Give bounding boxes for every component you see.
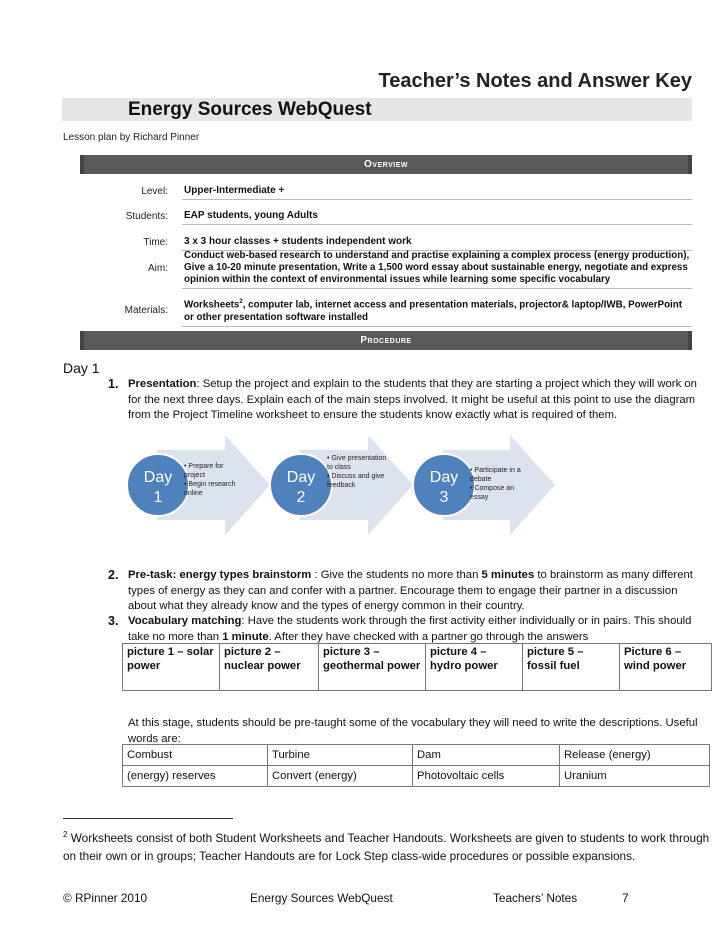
item-text: . After they have checked with a partner go through the answers: [268, 630, 589, 643]
row-label: Students:: [125, 210, 168, 222]
vocab-cell: (energy) reserves: [123, 766, 268, 787]
procedure-header: Procedure: [80, 331, 692, 350]
row-label: Level:: [141, 185, 168, 197]
item-number: 3.: [108, 614, 119, 628]
day-number: 1: [153, 489, 163, 506]
bullet: • Compose an essay: [470, 485, 515, 501]
footer-copyright: © RPinner 2010: [63, 891, 148, 905]
procedure-item-3: [108, 614, 708, 645]
page-title: Teacher’s Notes and Answer Key: [378, 70, 692, 92]
vocab-cell: Combust: [123, 745, 268, 766]
row-label: Materials:: [124, 305, 168, 317]
row-value: Conduct web-based research to understand and practise explaining a complex process (energy production), Give a 10-20 minute presentation, Write a 1,500 word essay about sustainable energy, negotiate and express opinion within the context of environmental issues while learning some specific vocabulary: [182, 248, 692, 289]
day-number: 2: [296, 489, 306, 506]
day-label: Day: [429, 469, 459, 486]
row-value: 3 x 3 hour classes + students independent work: [182, 233, 692, 251]
item-text: : Setup the project and explain to the students that they are starting a project which they will work on for the next three days. Explain each of the main steps involved. It might be useful at this point to use the diagram from the Project Timeline worksheet to ensure the students know exactly what is required of them.: [128, 378, 697, 421]
bullet: • Discuss and give feedback: [327, 473, 385, 489]
vocab-cell: Convert (energy): [268, 766, 413, 787]
day-label: Day: [143, 469, 173, 486]
answer-cell: picture 3 – geothermal power: [319, 644, 426, 691]
answer-cell: Picture 6 – wind power: [620, 644, 712, 691]
vocab-cell: Uranium: [560, 766, 710, 787]
overview-row-students: [100, 207, 692, 225]
day-number: 3: [439, 489, 449, 506]
overview-header: Overview: [80, 155, 692, 174]
day-heading: Day 1: [63, 360, 100, 376]
bullet: • Prepare for project: [184, 463, 224, 479]
day-label: Day: [286, 469, 316, 486]
item-text: : Have the students work through the first activity either individually or in pairs. This should take no more than: [128, 615, 692, 643]
lesson-title: Energy Sources WebQuest: [128, 99, 372, 120]
page-number: 7: [622, 891, 629, 905]
vocab-cell: Turbine: [268, 745, 413, 766]
materials-text: Worksheets: [184, 299, 240, 311]
item-emphasis: 1 minute: [222, 630, 269, 643]
footnote: [63, 826, 723, 865]
footnote-divider: [63, 818, 233, 819]
answer-key-table: [122, 643, 712, 691]
row-value: Upper-Intermediate +: [182, 182, 692, 200]
byline: Lesson plan by Richard Pinner: [63, 132, 200, 143]
item-text: : Give the students no more than: [311, 569, 482, 581]
procedure-item-1: [108, 377, 708, 424]
item-number: 2.: [108, 568, 119, 582]
row-value: [182, 294, 692, 327]
table-row: [123, 745, 710, 766]
footer-section: Teachers’ Notes: [493, 891, 578, 905]
step-3-bullets: [470, 466, 530, 502]
row-label: Time:: [143, 236, 168, 248]
item-text: to brainstorm as many different types of energy as they can and confer with a partner. Encourage them to engage their partner in a discussion about what they already know and the types of energy common in their country.: [128, 569, 693, 612]
row-value: EAP students, young Adults: [182, 207, 692, 225]
item-emphasis: 5 minutes: [481, 569, 535, 581]
overview-row-aim: [100, 248, 692, 289]
step-1-bullets: [184, 462, 246, 498]
vocab-cell: Photovoltaic cells: [413, 766, 560, 787]
answer-cell: picture 1 – solar power: [123, 644, 220, 691]
overview-row-materials: [100, 294, 692, 327]
footnote-text: Worksheets consist of both Student Worksheets and Teacher Handouts. Worksheets are given to students to work through on their own or in groups; Teacher Handouts are for Lock Step class-wide procedures or possible expansions.: [63, 830, 710, 863]
table-row: [123, 766, 710, 787]
title-band: [62, 98, 692, 121]
answer-cell: picture 4 – hydro power: [426, 644, 523, 691]
vocab-cell: Release (energy): [560, 745, 710, 766]
row-label: Aim:: [148, 263, 168, 274]
item-title: Presentation: [128, 378, 197, 390]
item-number: 1.: [108, 377, 119, 391]
answer-cell: picture 5 – fossil fuel: [523, 644, 620, 691]
procedure-item-2: [108, 568, 708, 615]
table-row: [123, 644, 712, 691]
stage-text: At this stage, students should be pre-taught some of the vocabulary they will need to write the descriptions. Useful words are:: [128, 717, 698, 745]
overview-row-level: [100, 182, 692, 200]
vocabulary-table: [122, 744, 710, 787]
item-title: Pre-task: energy types brainstorm: [128, 569, 312, 581]
footnote-ref: 2: [239, 299, 243, 305]
answer-cell: picture 2 – nuclear power: [220, 644, 319, 691]
bullet: • Participate in a debate: [470, 467, 521, 483]
bullet: • Begin research online: [184, 481, 236, 497]
item-title: Vocabulary matching: [128, 615, 242, 627]
footer-doc-title: Energy Sources WebQuest: [250, 891, 393, 905]
materials-text: , computer lab, internet access and presentation materials, projector& laptop/IWB, PowerPoint or other presentation software installed: [184, 299, 683, 324]
vocab-cell: Dam: [413, 745, 560, 766]
bullet: • Give presentation to class: [327, 455, 387, 471]
footnote-number: 2: [63, 830, 68, 839]
step-2-bullets: [327, 454, 387, 490]
